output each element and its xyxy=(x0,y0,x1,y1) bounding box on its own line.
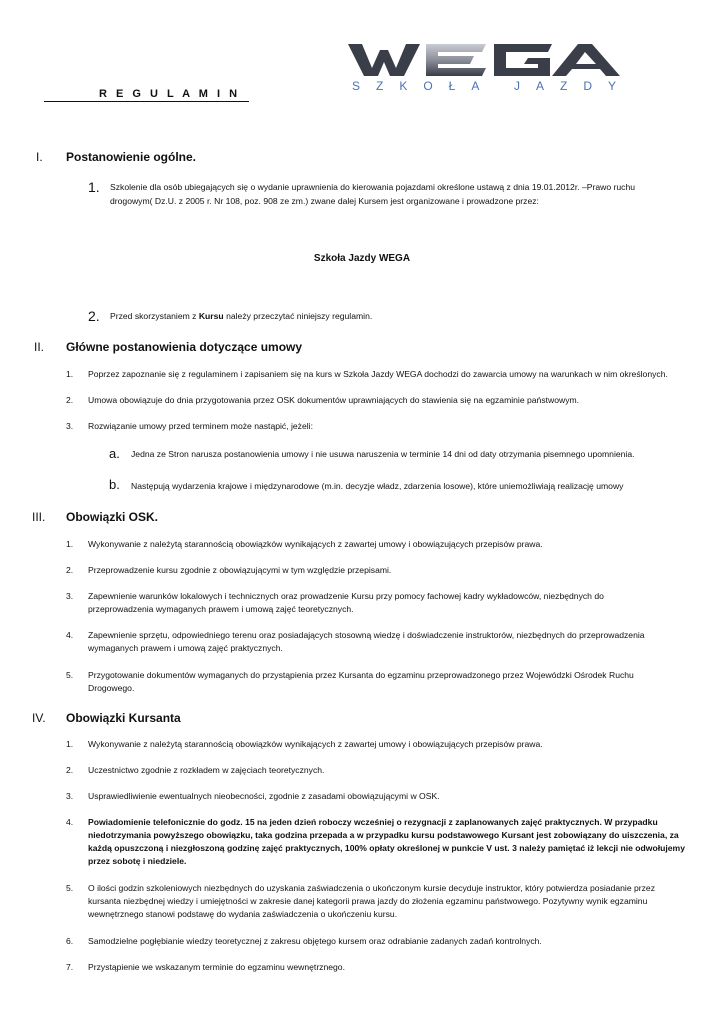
s4-item-5-line-2: kursanta niezbędnej wiedzy i umiejętności w zakresie danej kategorii prawa jazdy do złożenia egzaminu państwowego. Pozytywny wynik egzaminu xyxy=(88,896,648,906)
s2-item-3a-letter: a. xyxy=(109,446,120,461)
school-name: Szkoła Jazdy WEGA xyxy=(313,253,411,264)
wega-logo xyxy=(346,42,630,94)
section-1-number: I. xyxy=(36,150,43,164)
s4-item-1-text: Wykonywanie z należytą starannością obowiązków wynikających z zawartej umowy i obowiązujących przepisów prawa. xyxy=(88,739,543,749)
s2-item-3a-text: Jedna ze Stron narusza postanowienia umowy i nie usuwa naruszenia w terminie 14 dni od daty otrzymania pisemnego upomnienia. xyxy=(131,449,635,459)
s3-item-3-number: 3. xyxy=(66,591,74,601)
s2-item-2-number: 2. xyxy=(66,395,74,405)
s2-item-3b-text: Następują wydarzenia krajowe i międzynarodowe (m.in. decyzje władz, zdarzenia losowe), które uniemożliwiają realizację umowy xyxy=(131,481,624,491)
s4-item-1-number: 1. xyxy=(66,739,74,749)
s4-item-5-line-1: O ilości godzin szkoleniowych niezbędnych do uzyskania zaświadczenia o ukończonym kursie decyduje instruktor, który potwierdza posiadanie przez xyxy=(88,883,656,893)
s4-item-7-text: Przystąpienie we wskazanym terminie do egzaminu wewnętrznego. xyxy=(88,962,345,972)
s4-item-4-number: 4. xyxy=(66,817,74,827)
section-4-number: IV. xyxy=(32,711,46,725)
s3-item-2-text: Przeprowadzenie kursu zgodnie z obowiązującymi w tym względzie przepisami. xyxy=(88,565,392,575)
s2-item-3-text: Rozwiązanie umowy przed terminem może nastąpić, jeżeli: xyxy=(88,421,313,431)
section-2-title: Główne postanowienia dotyczące umowy xyxy=(66,340,303,354)
section-4-title: Obowiązki Kursanta xyxy=(66,711,181,725)
s3-item-4-number: 4. xyxy=(66,630,74,640)
logo-subtitle: SZKOŁA JAZDY xyxy=(352,79,630,93)
s3-item-5-number: 5. xyxy=(66,670,74,680)
s4-item-4-line-3: każdą opuszczoną i niezgłoszoną godzinę zajęć praktycznych, 100% opłaty określonej w punkcie V ust. 3 należy pamiętać iż lekcji nie odwołujemy xyxy=(88,843,685,853)
s4-item-4-line-1: Powiadomienie telefonicznie do godz. 15 na jeden dzień roboczy wcześniej o rezygnacji z zaplanowanych zajęć praktycznych. W przypadku xyxy=(88,817,658,827)
s1-item-2-bold: Kursu xyxy=(198,311,224,321)
s1-item-2-text xyxy=(110,310,372,324)
s4-item-2-text: Uczestnictwo zgodnie z rozkładem w zajęciach teoretycznych. xyxy=(88,765,325,775)
s3-item-3-line-2: przeprowadzenia wymaganych prawem i umową zajęć teoretycznych. xyxy=(88,604,354,614)
section-3-number: III. xyxy=(32,510,46,524)
s4-item-4-line-4: przez sobotę i niedziele. xyxy=(88,856,187,866)
section-3-title: Obowiązki OSK. xyxy=(66,510,159,524)
s3-item-2-number: 2. xyxy=(66,565,74,575)
s4-item-2-number: 2. xyxy=(66,765,74,775)
s4-item-5-number: 5. xyxy=(66,883,74,893)
s3-item-1-text: Wykonywanie z należytą starannością obowiązków wynikających z zawartej umowy i obowiązujących przepisów prawa. xyxy=(88,539,543,549)
section-2-number: II. xyxy=(34,340,45,354)
wega-logo-graphic xyxy=(346,42,630,94)
s2-item-1-number: 1. xyxy=(66,369,74,379)
s2-item-1-text: Poprzez zapoznanie się z regulaminem i zapisaniem się na kurs w Szkoła Jazdy WEGA dochodzi do zawarcia umowy na warunkach w nim określonych. xyxy=(88,369,668,379)
s3-item-5-line-1: Przygotowanie dokumentów wymaganych do przystąpienia przez Kursanta do egzaminu przeprowadzonego przez Wojewódzki Ośrodek Ruchu xyxy=(88,670,634,680)
s4-item-4-line-2: niedotrzymania powyższego obowiązku, taka godzina przepada a w przypadku kursu podstawowego Kursant jest zobowiązany do uiszczenia, za xyxy=(88,830,679,840)
s3-item-3-line-1: Zapewnienie warunków lokalowych i technicznych oraz prowadzenie Kursu przy pomocy fachowej kadry wykładowców, niezbędnych do xyxy=(88,591,604,601)
s1-item-2-pre: Przed skorzystaniem z xyxy=(110,311,199,321)
s4-item-3-text: Usprawiedliwienie ewentualnych nieobecności, zgodnie z zasadami obowiązującymi w OSK. xyxy=(88,791,440,801)
s2-item-2-text: Umowa obowiązuje do dnia przygotowania przez OSK dokumentów uprawniających do stawienia się na egzaminie państwowym. xyxy=(88,395,580,405)
s3-item-5-line-2: Drogowego. xyxy=(88,683,135,693)
s1-item-1-number: 1. xyxy=(88,179,100,195)
s2-item-3-number: 3. xyxy=(66,421,74,431)
s1-item-1-line-2: drogowym( Dz.U. z 2005 r. Nr 108, poz. 908 ze zm.) zwane dalej Kursem jest organizowane i prowadzone przez: xyxy=(110,196,539,206)
document-title: R E G U L A M I N xyxy=(44,87,249,102)
s3-item-1-number: 1. xyxy=(66,539,74,549)
s1-item-2-post: należy przeczytać niniejszy regulamin. xyxy=(223,311,373,321)
s4-item-6-text: Samodzielne pogłębianie wiedzy teoretycznej z zakresu objętego kursem oraz odrabianie zadanych zadań kontrolnych. xyxy=(88,936,542,946)
s4-item-3-number: 3. xyxy=(66,791,74,801)
s1-item-1-line-1: Szkolenie dla osób ubiegających się o wydanie uprawnienia do kierowania pojazdami określone ustawą z dnia 19.01.2012r. –Prawo ruchu xyxy=(110,182,636,192)
s4-item-6-number: 6. xyxy=(66,936,74,946)
section-1-title: Postanowienie ogólne. xyxy=(66,150,197,164)
s4-item-7-number: 7. xyxy=(66,962,74,972)
s1-item-2-number: 2. xyxy=(88,308,100,324)
s3-item-4-line-1: Zapewnienie sprzętu, odpowiedniego terenu oraz posiadających stosowną wiedzę i doświadczenie instruktorów, niezbędnych do przeprowadzenia xyxy=(88,630,645,640)
s3-item-4-line-2: wymaganych prawem i umową zajęć praktycznych. xyxy=(88,643,283,653)
s2-item-3b-letter: b. xyxy=(109,477,120,492)
s4-item-5-line-3: wewnętrznego stanowi podstawę do wydania zaświadczenia o ukończeniu kursu. xyxy=(88,909,398,919)
